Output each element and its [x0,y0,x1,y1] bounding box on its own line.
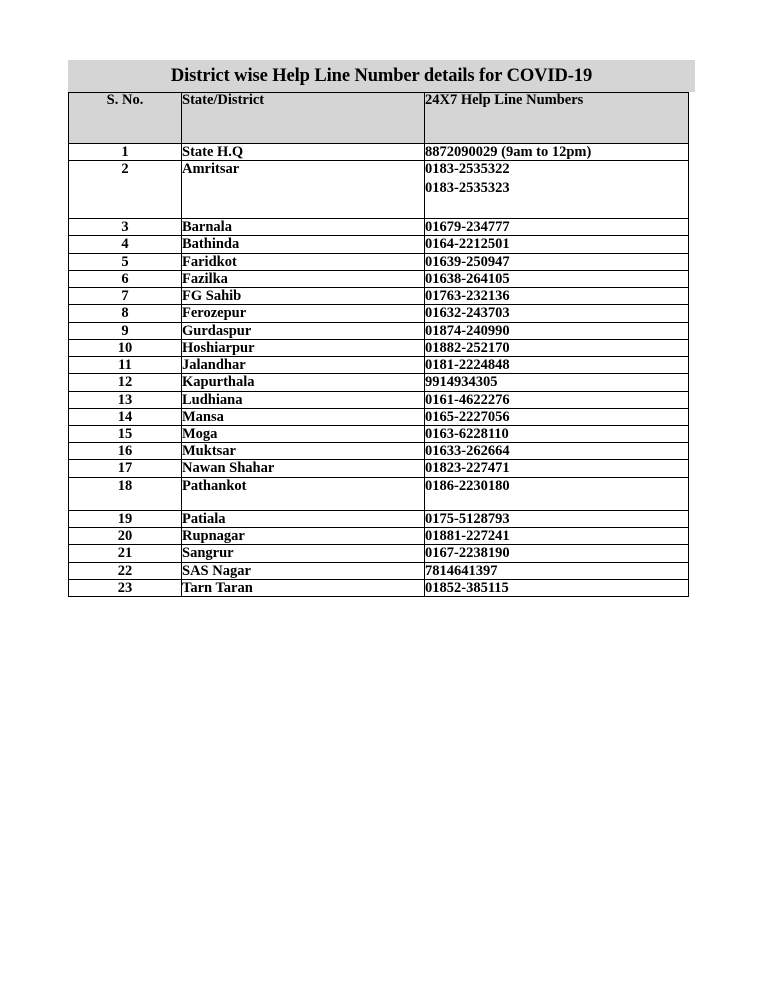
cell-serial-number: 22 [69,562,182,579]
table-row [69,253,689,270]
helpline-number: 01679-234777 [425,219,510,236]
column-header-state-district: State/District [182,92,425,143]
cell-state-district: Moga [182,426,425,443]
cell-serial-number: 12 [69,374,182,391]
helpline-number: 01633-262664 [425,443,510,460]
cell-helpline-numbers [425,391,689,408]
cell-serial-number: 16 [69,443,182,460]
page-title: District wise Help Line Number details for COVID-19 [68,60,695,92]
helpline-number: 0164-2212501 [425,236,510,253]
cell-helpline-numbers [425,143,689,160]
table-row [69,562,689,579]
helpline-number: 0165-2227056 [425,408,510,425]
cell-helpline-numbers [425,426,689,443]
cell-serial-number: 21 [69,545,182,562]
helpline-number: 9914934305 [425,374,498,391]
table-row [69,391,689,408]
helpline-number: 01639-250947 [425,253,510,270]
cell-serial-number: 15 [69,426,182,443]
cell-helpline-numbers [425,545,689,562]
cell-state-district: Mansa [182,408,425,425]
cell-serial-number: 4 [69,236,182,253]
cell-state-district: Ferozepur [182,305,425,322]
cell-serial-number: 1 [69,143,182,160]
cell-helpline-numbers [425,510,689,527]
helpline-number: 0167-2238190 [425,545,510,562]
table-row [69,305,689,322]
cell-helpline-numbers [425,357,689,374]
cell-serial-number: 6 [69,270,182,287]
helpline-number: 0161-4622276 [425,391,510,408]
cell-state-district: Nawan Shahar [182,460,425,477]
cell-state-district: Bathinda [182,236,425,253]
helpline-number: 7814641397 [425,562,498,579]
table-row [69,528,689,545]
cell-state-district: FG Sahib [182,288,425,305]
cell-helpline-numbers [425,305,689,322]
cell-state-district: Rupnagar [182,528,425,545]
helpline-number: 0186-2230180 [425,477,510,494]
cell-serial-number: 11 [69,357,182,374]
cell-state-district: Patiala [182,510,425,527]
cell-state-district: Gurdaspur [182,322,425,339]
helpline-number: 01632-243703 [425,305,510,322]
cell-state-district: Fazilka [182,270,425,287]
cell-helpline-numbers [425,288,689,305]
table-row [69,160,689,218]
cell-helpline-numbers [425,219,689,236]
cell-serial-number: 7 [69,288,182,305]
cell-helpline-numbers [425,443,689,460]
cell-serial-number: 5 [69,253,182,270]
cell-state-district: Amritsar [182,160,425,218]
column-header-helpline-numbers: 24X7 Help Line Numbers [425,92,689,143]
table-row [69,510,689,527]
cell-serial-number: 14 [69,408,182,425]
cell-state-district: SAS Nagar [182,562,425,579]
cell-helpline-numbers [425,339,689,356]
cell-helpline-numbers [425,374,689,391]
table-row [69,426,689,443]
table-body [69,143,689,597]
table-row [69,143,689,160]
table-row [69,219,689,236]
cell-serial-number: 2 [69,160,182,218]
cell-helpline-numbers [425,236,689,253]
helpline-table [68,92,689,598]
table-row [69,443,689,460]
cell-state-district: State H.Q [182,143,425,160]
helpline-number: 01763-232136 [425,288,510,305]
cell-helpline-numbers [425,579,689,596]
cell-serial-number: 18 [69,477,182,510]
cell-serial-number: 23 [69,579,182,596]
helpline-number: 01638-264105 [425,270,510,287]
cell-helpline-numbers [425,477,689,510]
cell-serial-number: 9 [69,322,182,339]
helpline-number: 01874-240990 [425,322,510,339]
table-row [69,545,689,562]
table-row [69,357,689,374]
table-row [69,477,689,510]
cell-serial-number: 13 [69,391,182,408]
cell-helpline-numbers [425,253,689,270]
cell-helpline-numbers [425,528,689,545]
helpline-number: 0175-5128793 [425,510,510,527]
table-row [69,270,689,287]
table-row [69,322,689,339]
helpline-number: 0183-2535322 [425,160,510,177]
table-row [69,339,689,356]
cell-state-district: Sangrur [182,545,425,562]
cell-serial-number: 19 [69,510,182,527]
cell-helpline-numbers [425,460,689,477]
helpline-number: 8872090029 (9am to 12pm) [425,143,592,160]
table-row [69,288,689,305]
cell-state-district: Faridkot [182,253,425,270]
cell-state-district: Hoshiarpur [182,339,425,356]
helpline-number: 0163-6228110 [425,426,509,443]
helpline-document [68,60,695,597]
cell-helpline-numbers [425,408,689,425]
cell-helpline-numbers [425,322,689,339]
table-row [69,460,689,477]
helpline-number: 01881-227241 [425,528,510,545]
table-header [69,92,689,143]
cell-state-district: Pathankot [182,477,425,510]
column-header-serial-number: S. No. [69,92,182,143]
cell-serial-number: 3 [69,219,182,236]
cell-state-district: Ludhiana [182,391,425,408]
cell-serial-number: 10 [69,339,182,356]
table-row [69,408,689,425]
cell-serial-number: 20 [69,528,182,545]
cell-helpline-numbers [425,160,689,218]
helpline-number: 0183-2535323 [425,179,510,196]
cell-serial-number: 17 [69,460,182,477]
table-row [69,374,689,391]
cell-state-district: Kapurthala [182,374,425,391]
helpline-number: 01852-385115 [425,579,509,596]
table-row [69,579,689,596]
table-row [69,236,689,253]
cell-state-district: Muktsar [182,443,425,460]
helpline-number: 0181-2224848 [425,357,510,374]
cell-helpline-numbers [425,562,689,579]
cell-state-district: Tarn Taran [182,579,425,596]
helpline-number: 01823-227471 [425,460,510,477]
cell-state-district: Jalandhar [182,357,425,374]
cell-helpline-numbers [425,270,689,287]
table-header-row [69,92,689,143]
helpline-number: 01882-252170 [425,339,510,356]
cell-state-district: Barnala [182,219,425,236]
cell-serial-number: 8 [69,305,182,322]
